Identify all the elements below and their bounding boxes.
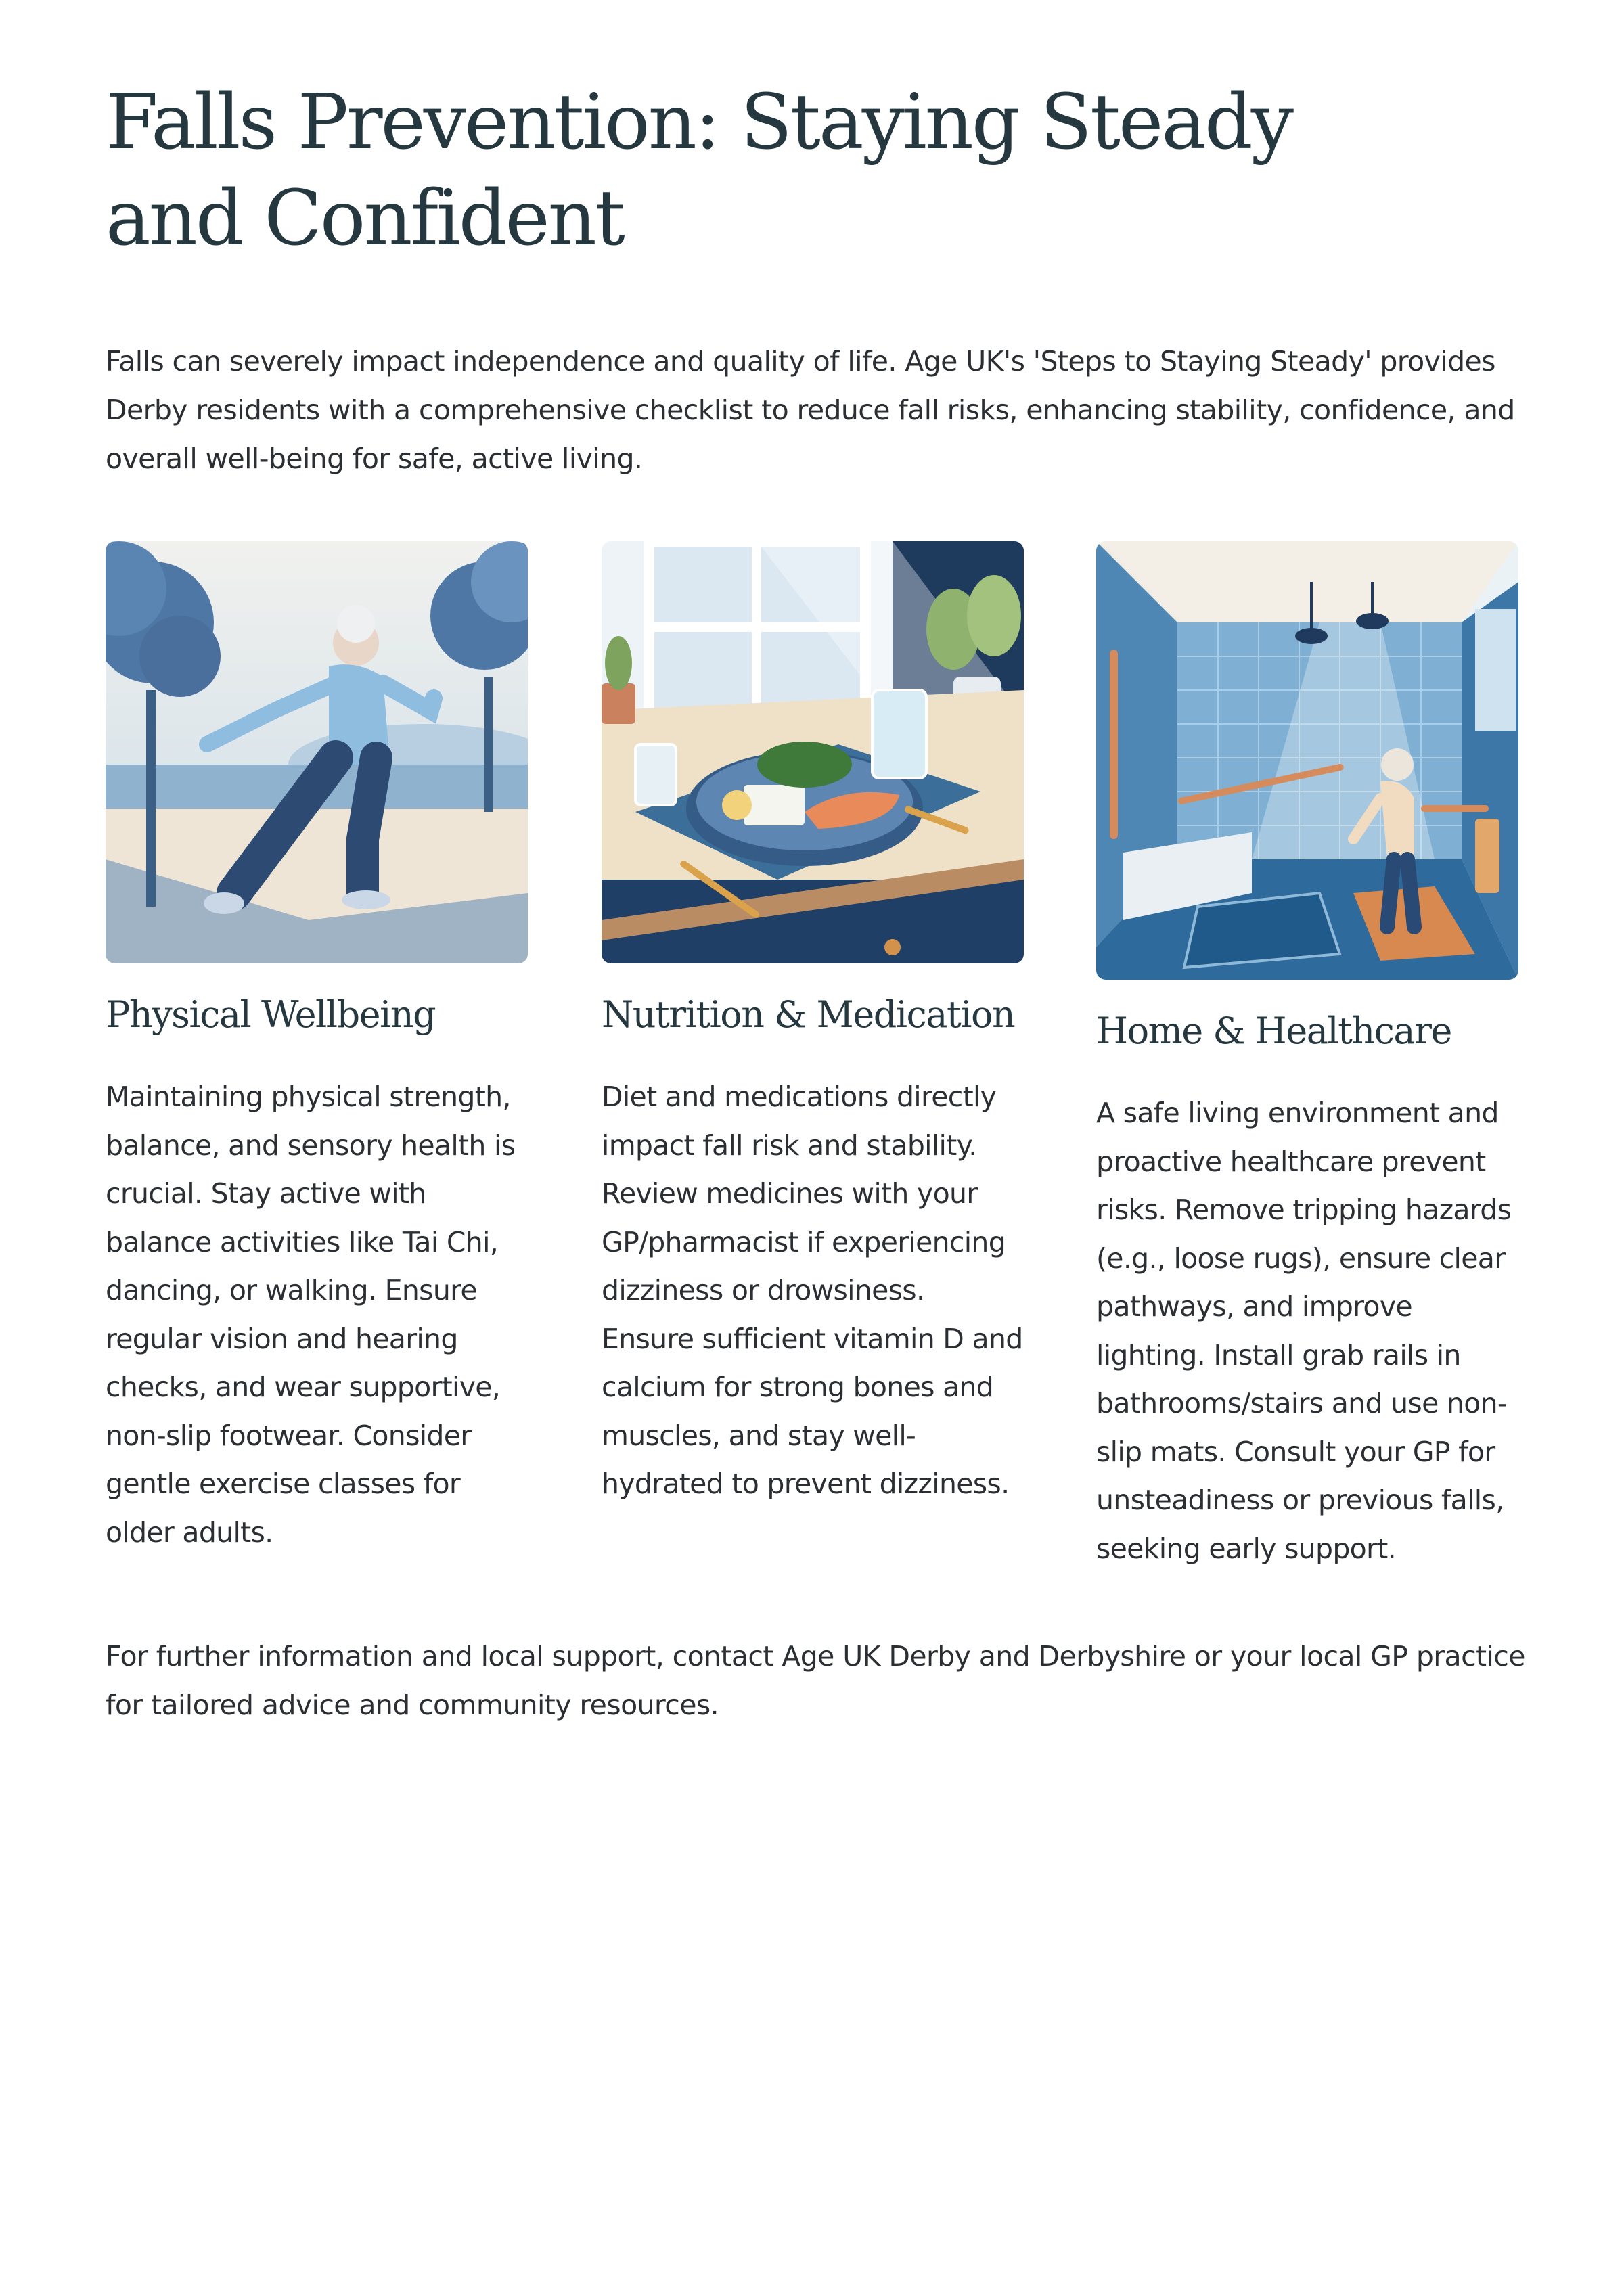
tai-chi-illustration <box>106 541 528 963</box>
card-physical-wellbeing <box>106 541 528 1557</box>
card-heading: Physical Wellbeing <box>106 993 436 1036</box>
safe-bathroom-illustration <box>1096 541 1518 980</box>
card-row <box>106 541 1539 1597</box>
page-title: Falls Prevention: Staying Steady and Confident <box>106 78 1292 263</box>
card-heading: Home & Healthcare <box>1096 1009 1451 1052</box>
healthy-meal-illustration <box>602 541 1024 963</box>
card-heading: Nutrition & Medication <box>602 993 1015 1036</box>
card-body: Maintaining physical strength, balance, and sensory health is crucial. Stay active with balance activities like Tai Chi, dancing, or walking. Ensure regular vision and hearing checks, and wear supportive, non-slip footwear. Consider gentle exercise classes for older adults. <box>106 1081 516 1549</box>
intro-paragraph: Falls can severely impact independence and quality of life. Age UK's 'Steps to Staying Steady' provides Derby residents with a comprehensive checklist to reduce fall risks, enhancing stability, confidence, and overall well-being for safe, active living. <box>106 345 1515 475</box>
card-body: A safe living environment and proactive healthcare prevent risks. Remove tripping hazards (e.g., loose rugs), ensure clear pathways, and improve lighting. Install grab rails in bathrooms/stairs and use non-slip mats. Consult your GP for unsteadiness or previous falls, seeking early support. <box>1096 1097 1512 1565</box>
footer-note: For further information and local support, contact Age UK Derby and Derbyshire or your local GP practice for tailored advice and community resources. <box>106 1640 1525 1721</box>
card-home-healthcare <box>1096 541 1518 1573</box>
card-body: Diet and medications directly impact fall risk and stability. Review medicines with your GP/pharmacist if experiencing dizziness or drowsiness. Ensure sufficient vitamin D and calcium for strong bones and muscles, and stay well-hydrated to prevent dizziness. <box>602 1081 1023 1500</box>
article <box>106 74 1539 1721</box>
card-nutrition-medication <box>602 541 1024 1509</box>
